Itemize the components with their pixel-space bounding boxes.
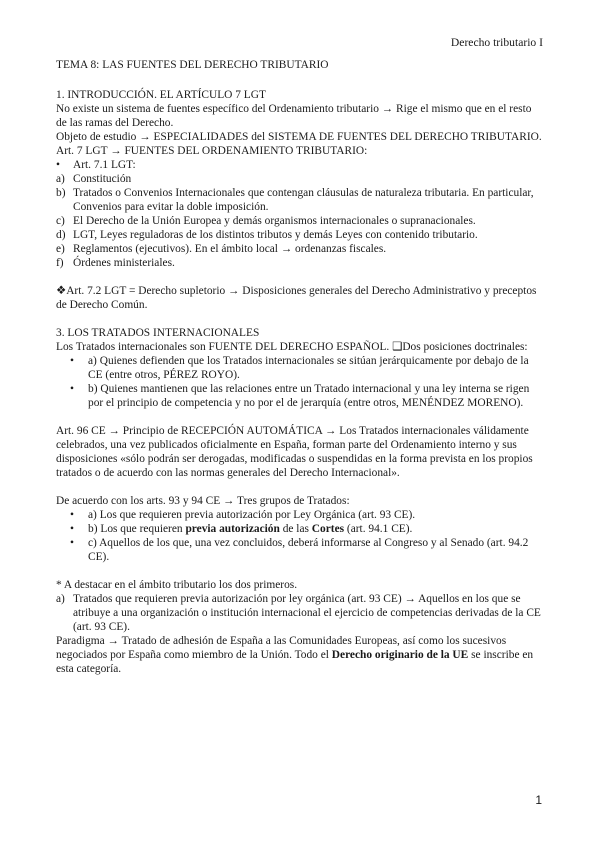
highlight-list	[56, 592, 544, 634]
list-item: • a) Los que requieren previa autorización por Ley Orgánica (art. 93 CE).	[70, 509, 416, 521]
list-item: c) El Derecho de la Unión Europea y demás organismos internacionales o supranacionales.	[56, 215, 476, 227]
paragraph: ❖Art. 7.2 LGT = Derecho supletorio → Disposiciones generales del Derecho Administrativo y preceptos de Derecho Común.	[56, 285, 537, 311]
list-item: • a) Quienes defienden que los Tratados internacionales se sitúan jerárquicamente por debajo de la CE (entre otros, PÉREZ ROYO).	[70, 355, 529, 381]
list-item: f) Órdenes ministeriales.	[56, 257, 175, 269]
bullet-marker: •	[70, 523, 74, 535]
bullet-marker: •	[70, 537, 74, 549]
bullet-marker: •	[70, 509, 74, 521]
paragraph: Art. 96 CE → Principio de RECEPCIÓN AUTOMÁTICA → Los Tratados internacionales válidamente celebrados, una vez publicados oficialmente en España, forman parte del Ordenamiento interno y sus disposiciones «sólo podrán ser derogadas, modificadas o suspendidas en la forma prevista en los propios tratados o de acuerdo con las normas generales del Derecho Internacional».	[56, 425, 533, 479]
bullet-list	[56, 158, 544, 172]
document-title: TEMA 8: LAS FUENTES DEL DERECHO TRIBUTARIO	[56, 59, 329, 71]
paragraph: Los Tratados internacionales son FUENTE DEL DERECHO ESPAÑOL. ❑Dos posiciones doctrinales:	[56, 341, 528, 353]
paragraph: * A destacar en el ámbito tributario los dos primeros.	[56, 579, 298, 591]
list-item: • Art. 7.1 LGT:	[56, 159, 136, 171]
list-item: • c) Aquellos de los que, una vez concluidos, deberá informarse al Congreso y al Senado (art. 94.2 CE).	[70, 537, 529, 563]
paragraph: Objeto de estudio → ESPECIALIDADES del SISTEMA DE FUENTES DEL DERECHO TRIBUTARIO.	[56, 131, 542, 143]
paragraph: No existe un sistema de fuentes específico del Ordenamiento tributario → Rige el mismo que en el resto de las ramas del Derecho.	[56, 103, 532, 129]
paragraph: Art. 7 LGT → FUENTES DEL ORDENAMIENTO TRIBUTARIO:	[56, 145, 368, 157]
list-item: a) Constitución	[56, 173, 132, 185]
list-item: • b) Los que requieren previa autorización de las Cortes (art. 94.1 CE).	[70, 523, 413, 535]
section-3-heading: 3. LOS TRATADOS INTERNACIONALES	[56, 327, 260, 339]
list-item: d) LGT, Leyes reguladoras de los distintos tributos y demás Leyes con contenido tributario.	[56, 229, 478, 241]
positions-list	[56, 354, 544, 410]
page-number: 1	[535, 793, 542, 807]
bullet-marker: •	[70, 355, 74, 367]
bullet-marker: •	[56, 159, 60, 171]
list-item: b) Tratados o Convenios Internacionales que contengan cláusulas de naturaleza tributaria. En particular, Convenios para evitar la doble imposición.	[56, 187, 534, 213]
sources-list	[56, 172, 544, 270]
document-body	[56, 58, 544, 676]
list-item: a) Tratados que requieren previa autorización por ley orgánica (art. 93 CE) → Aquellos en los que se atribuye a una organización o institución internacional el ejercicio de competencias derivadas de la CE (art. 93 CE).	[56, 593, 541, 633]
running-header: Derecho tributario I	[450, 36, 543, 49]
list-item: • b) Quienes mantienen que las relaciones entre un Tratado internacional y una ley interna se rigen por el principio de competencia y no por el de jerarquía (entre otros, MENÉNDEZ MORENO).	[70, 383, 530, 409]
paragraph: Paradigma → Tratado de adhesión de España a las Comunidades Europeas, así como los sucesivos negociados por España como miembro de la Unión. Todo el Derecho originario de la UE se inscribe en esta categoría.	[56, 635, 534, 675]
section-1-heading: 1. INTRODUCCIÓN. EL ARTÍCULO 7 LGT	[56, 89, 266, 101]
bullet-marker: •	[70, 383, 74, 395]
paragraph: De acuerdo con los arts. 93 y 94 CE → Tres grupos de Tratados:	[56, 495, 350, 507]
list-item: e) Reglamentos (ejecutivos). En el ámbito local → ordenanzas fiscales.	[56, 243, 387, 255]
treaty-groups-list	[56, 508, 544, 564]
